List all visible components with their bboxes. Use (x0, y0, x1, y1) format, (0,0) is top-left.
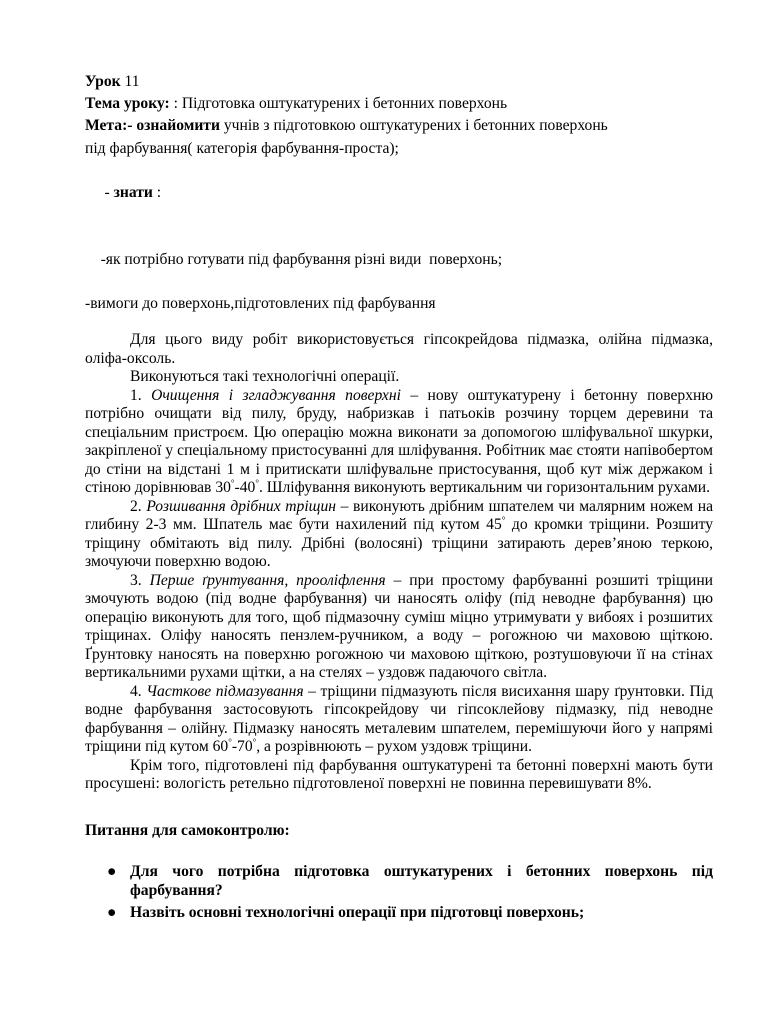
op1-title: Очищення і згладжування поверхні (151, 386, 401, 404)
op3-number: 3. (130, 571, 150, 589)
know-suffix: : (152, 184, 162, 202)
questions-list (85, 862, 713, 922)
question-text: Для чого потрібна підготовка оштукатурених і бетонних поверхонь під фарбування? (130, 862, 713, 899)
goal-label: Мета:- ознайомити (85, 117, 220, 135)
ops-intro-paragraph: Виконуються такі технологічні операції. (130, 368, 400, 386)
op2-number: 2. (130, 497, 147, 515)
closing-paragraph: Крім того, підготовлені під фарбування оштукатурені та бетонні поверхні мають бути просушені: вологість ретельно підготовленої поверхні не повинна перевишувати 8%. (85, 756, 713, 793)
know-item-1-text: -як потрібно готувати під фарбування різні види поверхонь; (100, 250, 503, 268)
topic-line (85, 93, 713, 115)
op1-number: 1. (130, 386, 152, 404)
operation-1-paragraph (85, 387, 713, 498)
op2-title: Розшивання дрібних тріщин (146, 497, 336, 515)
know-line (85, 160, 713, 227)
op4-degree-b: ° (252, 737, 257, 748)
know-prefix: - (100, 184, 114, 202)
op4-number: 4. (130, 682, 147, 700)
op1-degree-a: ° (230, 478, 235, 489)
op4-title: Часткове підмазування (146, 682, 304, 700)
op3-title: Перше ґрунтування, прооліфлення (149, 571, 386, 589)
question-item (85, 903, 713, 922)
body-text (85, 331, 713, 794)
op4-text-a: – тріщини підмазують після висихання шару ґрунтовки. Під водне фарбування застосовують гіпсокрейдову чи гіпсоклейову підмазку, під неводне фарбування – олійну. Підмазку наносять металевим шпателем, перемішуючи його у напрямі тріщини під кутом 60 (85, 682, 714, 756)
op2-text-b: до кромки тріщини. Розшиту тріщину обмітають від пилу. Дрібні (волосяні) тріщини затирають дерев’яною теркою, змочуючи поверхню водою. (85, 516, 713, 571)
op2-degree: ° (501, 515, 506, 526)
goal-text: учнів з підготовкою оштукатурених і бетонних поверхонь (219, 117, 608, 135)
op3-text: – при простому фарбуванні розшиті тріщини змочують водою (під водне фарбування) чи наносять оліфу (під неводне фарбування) цю операцію виконують для того, щоб підмазочну суміш міцно утримувати у вибоях і розшитих тріщинах. Оліфу наносять пензлем-ручником, а воду – рогожною чи маховою щіткою. Ґрунтовку наносять на поверхню рогожною чи маховою щіткою, розтушовуючи її на стінах вертикальними рухами щітки, а на стелях – уздовж падаючого світла. (85, 571, 714, 682)
goal-line (85, 115, 713, 137)
know-label: знати (113, 184, 153, 202)
operation-3-paragraph (85, 572, 713, 683)
questions-heading: Питання для самоконтролю: (85, 821, 290, 839)
operation-4-paragraph (85, 683, 713, 757)
lesson-number: 11 (120, 73, 140, 90)
bullet-icon: ● (107, 903, 117, 921)
question-text: Назвіть основні технологічні операції при підготовці поверхонь; (130, 903, 585, 921)
op4-text-b: -70 (231, 738, 253, 756)
op1-text-c: . Шліфування виконують вертикальним чи горизонтальним рухами. (258, 479, 710, 497)
bullet-icon: ● (107, 862, 117, 880)
goal-line-cont (85, 138, 713, 160)
op4-degree-a: ° (228, 737, 232, 748)
question-item (85, 862, 713, 900)
op1-text-a: – нову оштукатурену і бетонну поверхню потрібно очищати від пилу, бруду, набризкав і патьоків розчину торцем деревини та спеціальним пристроєм. Цю операцію можна виконати за допомогою шліфувальної шкурки, закріпленої у спеціальному пристосуванні для шліфування. Робітник має стояти напівобертом до стіни на відстані 1 м і притискати шліфувальне пристосування, щоб кут між держаком і стіною дорівнював 30 (85, 386, 714, 497)
goal-text-cont: під фарбування( категорія фарбування-проста); (85, 139, 399, 157)
know-item-2 (85, 293, 713, 315)
op4-text-c: , а розрівнюють – рухом уздовж тріщини. (256, 738, 532, 756)
lesson-line (85, 71, 713, 93)
op1-degree-b: ° (255, 478, 259, 489)
operation-2-paragraph (85, 498, 713, 572)
lesson-label: Урок (85, 73, 121, 90)
document-page (85, 71, 713, 925)
know-item-1 (85, 226, 713, 293)
know-item-2-text: -вимоги до поверхонь,підготовлених під фарбування (85, 295, 436, 313)
topic-text: : Підготовка оштукатурених і бетонних поверхонь (169, 95, 508, 113)
op2-text-a: – виконують дрібним шпателем чи малярним ножем на глибину 2-3 мм. Шпатель має бути нахилений під кутом 45 (85, 497, 714, 534)
topic-label: Тема уроку: (85, 95, 170, 113)
op1-text-b: -40 (234, 479, 256, 497)
intro-paragraph: Для цього виду робіт використовується гіпсокрейдова підмазка, олійна підмазка, оліфа-оксоль. (85, 331, 713, 367)
